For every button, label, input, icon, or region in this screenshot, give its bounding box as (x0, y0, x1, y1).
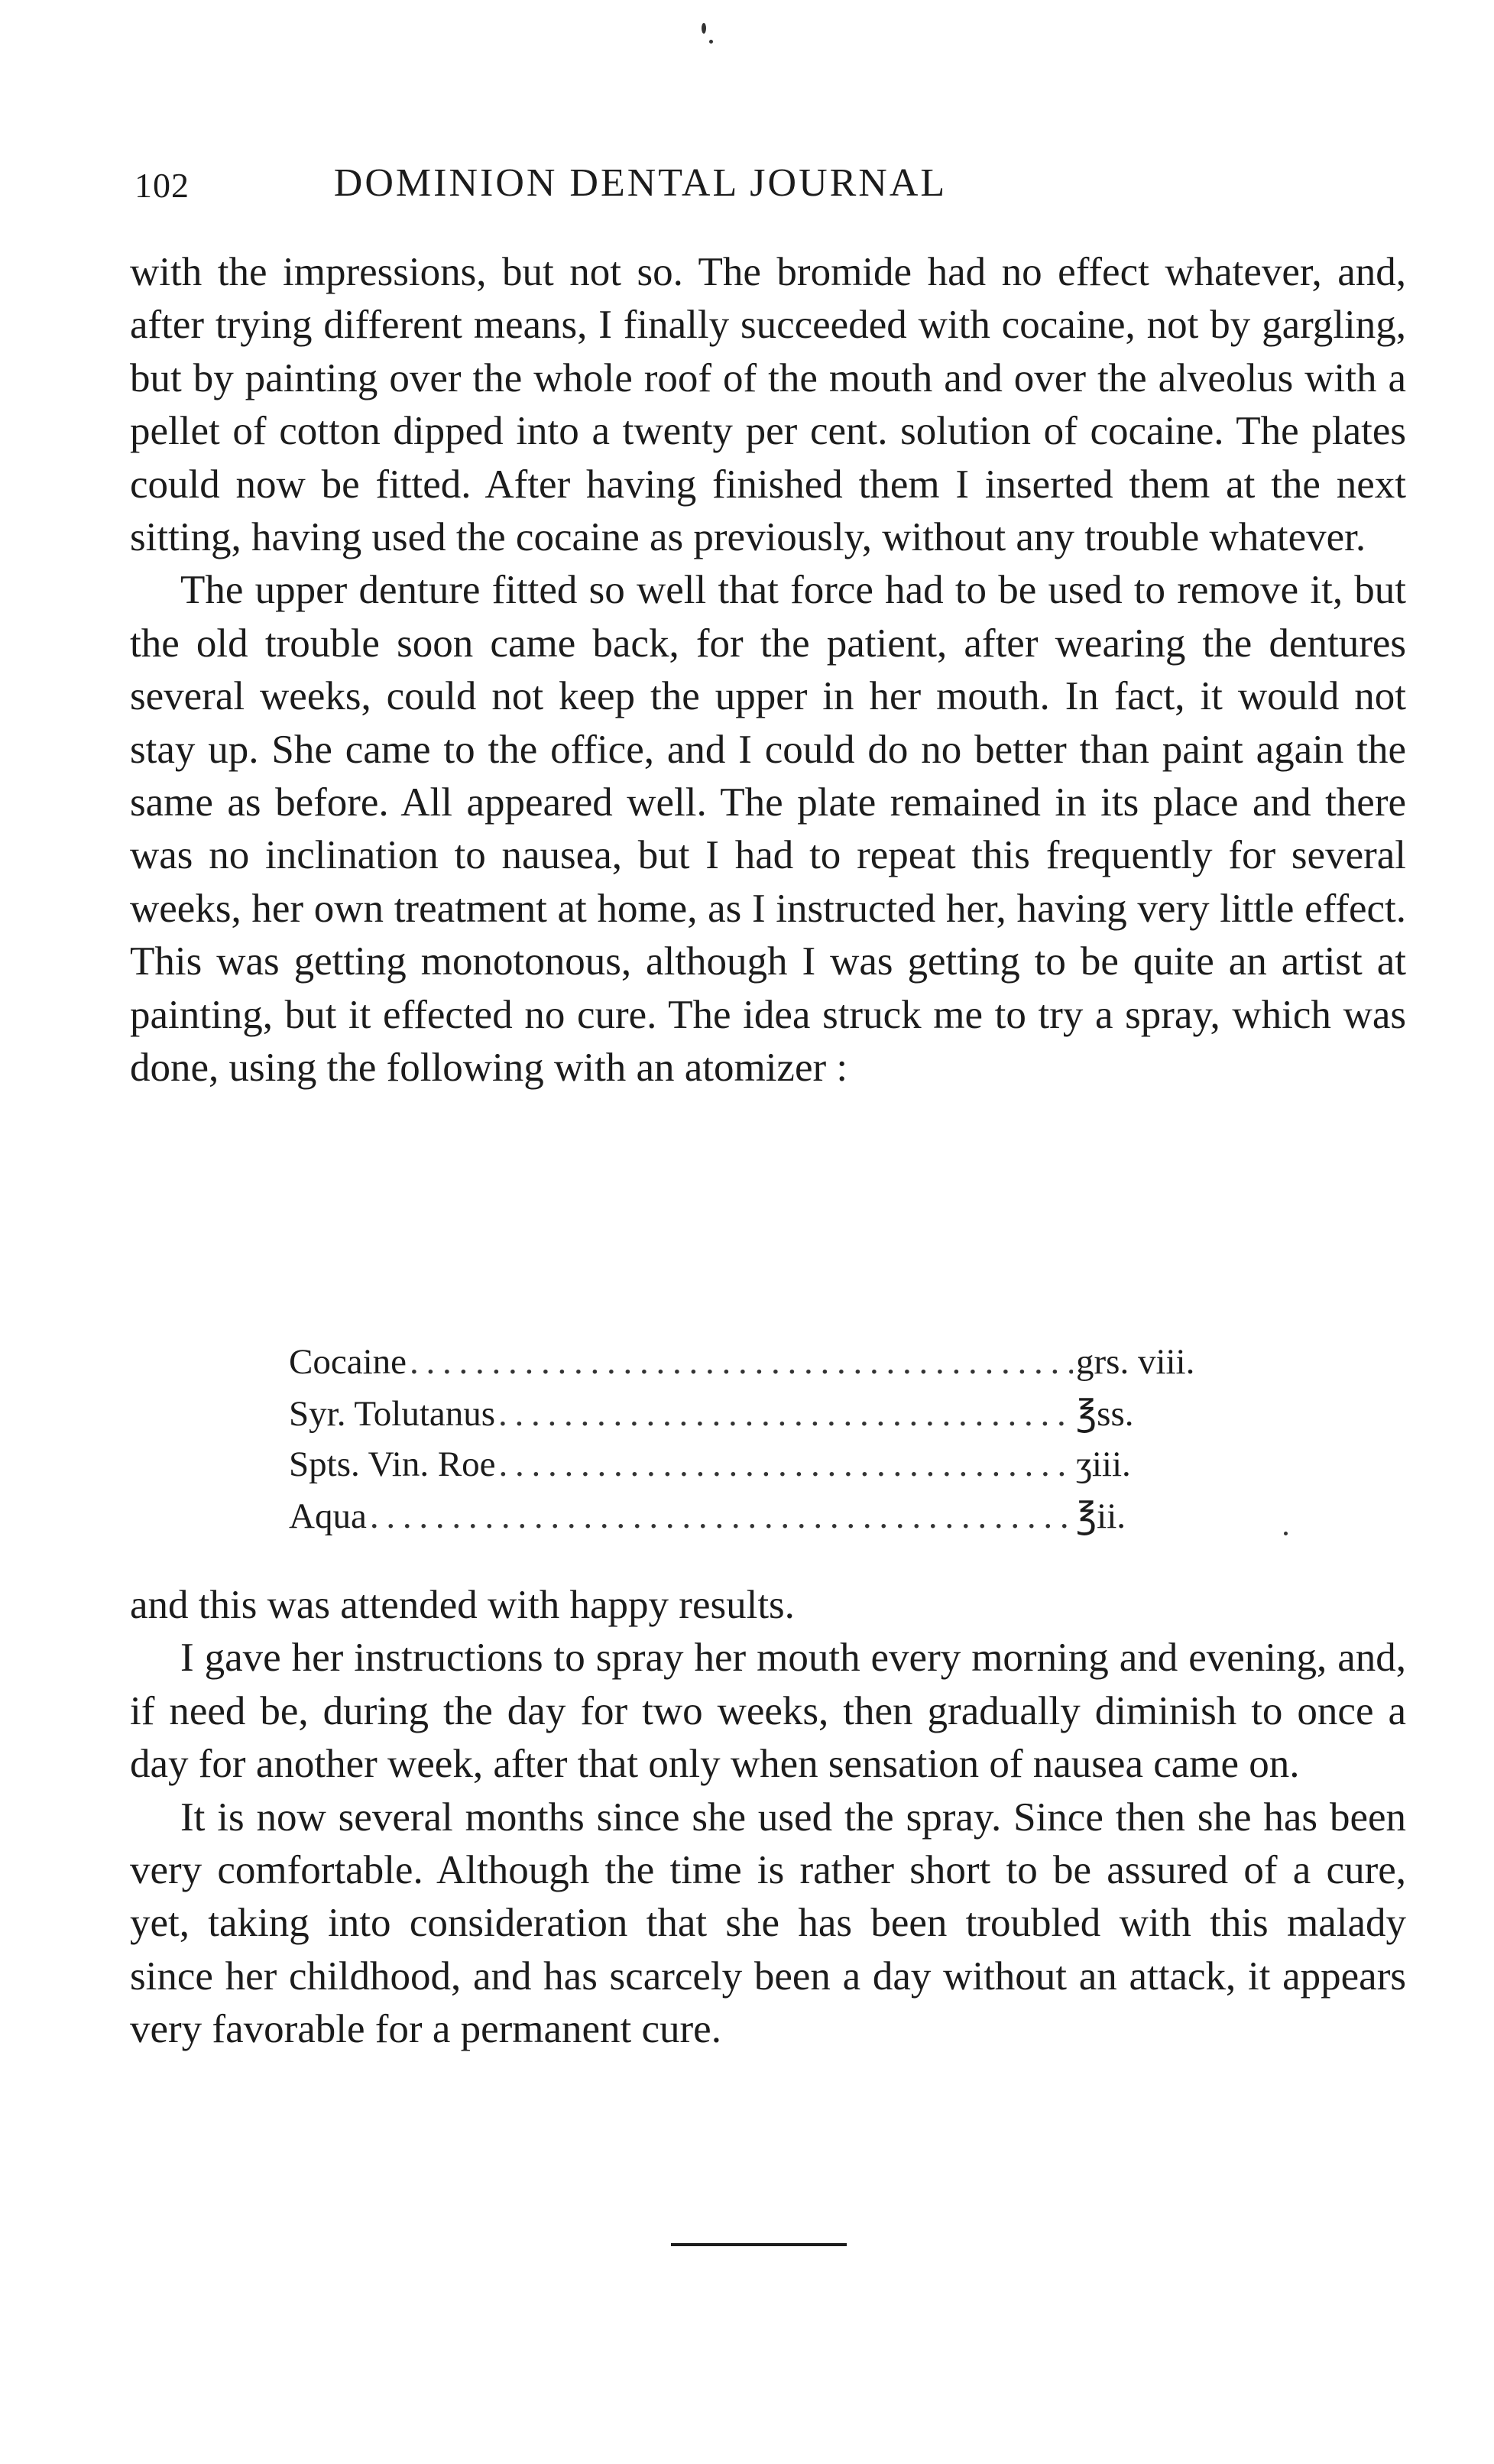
prescription-list (289, 1341, 1244, 1546)
running-head (134, 154, 1100, 216)
body-text-lower (130, 1579, 1406, 2057)
paragraph-instructions: I gave her instructions to spray her mouth every morning and evening, and, if need be, during the day for two weeks, then gradually diminish to once a day for another week, after that only when sensation of nausea came on. (130, 1636, 1406, 1787)
paragraph-continuation: with the impressions, but not so. The bromide had no effect whatever, and, after trying different means, I finally succeeded with cocaine, not by gargling, but by painting over the whole roof of the mouth and over the alveolus with a pellet of cotton dipped into a twenty per cent. solution of cocaine. The plates could now be fitted. After having finished them I inserted them at the next sitting, having used the cocaine as previously, without any trouble whatever. (130, 250, 1406, 560)
ingredient-quantity: ʒiii. (1076, 1444, 1131, 1484)
journal-title: DOMINION DENTAL JOURNAL (333, 161, 948, 205)
ingredient-name: Aqua (289, 1496, 367, 1536)
paragraph-upper-denture: The upper denture fitted so well that force had to be used to remove it, but the old trouble soon came back, for the patient, after wearing the dentures several weeks, could not keep the upper in her mouth. In fact, it would not stay up. She came to the office, and I could do no better than paint again the same as before. All appeared well. The plate remained in its place and there was no inclination to nausea, but I had to repeat this frequently for several weeks, her own treatment at home, as I instructed her, having very little effect. This was getting monotonous, although I was getting to be quite an artist at painting, but it effected no cure. The idea struck me to try a spray, which was done, using the following with an atomizer : (130, 568, 1406, 1091)
ingredient-quantity: grs. viii. (1076, 1342, 1195, 1382)
paragraph-results: and this was attended with happy results. (130, 1583, 795, 1627)
ingredient-quantity: ℥ii. (1076, 1496, 1126, 1536)
print-speck (709, 40, 713, 44)
body-text-upper (130, 246, 1406, 1095)
ingredient-name: Spts. Vin. Roe (289, 1444, 496, 1484)
prescription-row (289, 1444, 1244, 1495)
ingredient-name: Syr. Tolutanus (289, 1394, 496, 1434)
dot-leader (499, 1444, 1073, 1485)
dot-leader (410, 1341, 1073, 1383)
dot-leader (498, 1393, 1073, 1435)
dot-leader (370, 1496, 1073, 1537)
print-speck (1284, 1532, 1288, 1535)
print-speck (702, 23, 706, 34)
page-number: 102 (134, 166, 190, 205)
paragraph-outcome: It is now several months since she used the spray. Since then she has been very comfortable. Although the time is rather short to be assured of a cure, yet, taking into consideration that she has been troubled with this malady since her childhood, and has scarcely been a day without an attack, it appears very favorable for a permanent cure. (130, 1795, 1406, 2052)
prescription-row (289, 1341, 1244, 1392)
prescription-row (289, 1495, 1244, 1546)
ingredient-quantity: ℥ss. (1076, 1394, 1134, 1434)
section-end-rule (671, 2243, 847, 2246)
prescription-row (289, 1392, 1244, 1444)
ingredient-name: Cocaine (289, 1342, 407, 1382)
